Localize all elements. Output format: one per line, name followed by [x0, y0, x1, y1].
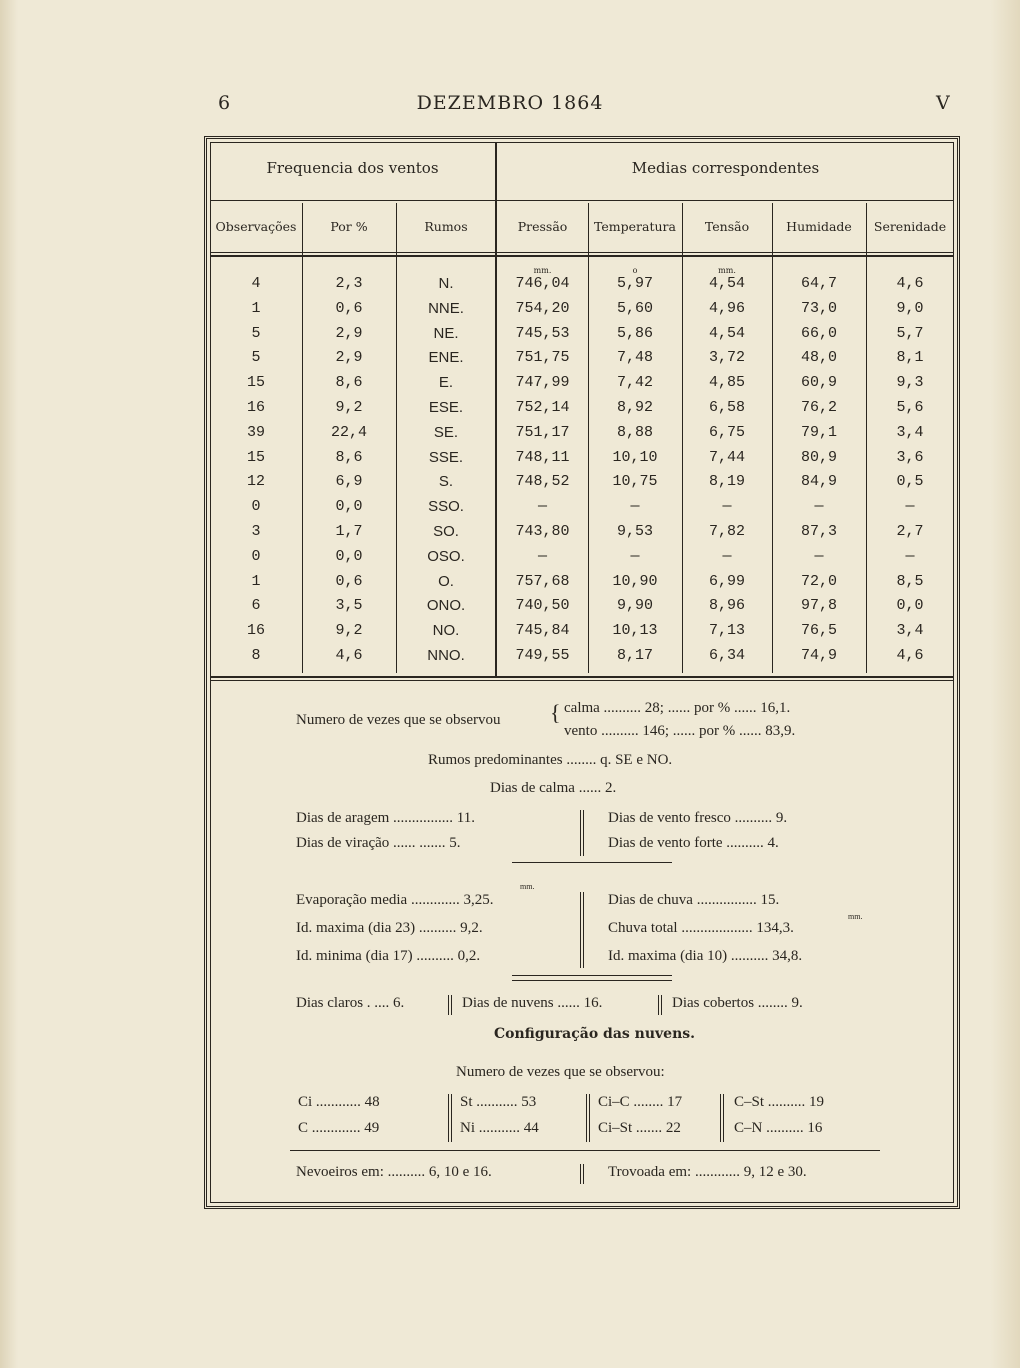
table-cell: 60,9 — [800, 374, 837, 392]
evaporacao-maxima: Id. maxima (dia 23) .......... 9,2. — [296, 920, 483, 936]
table-cell: — — [722, 498, 732, 516]
nevoeiros: Nevoeiros em: .......... 6, 10 e 16. — [296, 1164, 492, 1180]
dias-calma: Dias de calma ...... 2. — [490, 780, 617, 796]
table-cell: 0 — [251, 547, 261, 565]
table-cell: 2,9 — [335, 349, 363, 367]
table-cell: 4,6 — [896, 275, 924, 292]
table-cell: 6 — [251, 597, 261, 615]
table-cell: — — [537, 547, 547, 565]
section-divider — [512, 980, 672, 981]
table-cell: 0,0 — [335, 547, 363, 565]
table-cell: — — [814, 498, 824, 516]
table-cell: 8,88 — [616, 423, 653, 441]
vento-line: vento .......... 146; ...... por % ...... 83,9. — [564, 723, 796, 739]
table-cell: 0,6 — [335, 572, 363, 590]
dias-claros: Dias claros . .... 6. — [296, 995, 405, 1011]
table-cell: 3,4 — [896, 622, 924, 640]
table-cell: 745,84 — [515, 622, 570, 640]
brace-icon: { — [550, 700, 561, 725]
table-cell: N. — [438, 275, 454, 292]
table-bottom-rule-2 — [210, 680, 954, 681]
column-divider — [580, 810, 584, 856]
table-cell: 751,17 — [515, 423, 570, 441]
column-divider — [448, 995, 452, 1015]
table-cell: ENE. — [428, 349, 464, 367]
table-cell: ESE. — [428, 399, 464, 416]
table-cell: 8 — [251, 647, 261, 664]
trovoada: Trovoada em: ............ 9, 12 e 30. — [608, 1164, 807, 1180]
table-cell: — — [905, 547, 915, 565]
col-por-cento: Por % — [330, 219, 368, 234]
config-subtitle: Numero de vezes que se observou: — [456, 1064, 665, 1080]
table-cell: 7,44 — [708, 448, 745, 466]
running-header — [0, 92, 1020, 122]
table-cell: 87,3 — [800, 523, 837, 540]
page-number: 6 — [218, 92, 232, 114]
table-cell: 7,48 — [616, 349, 653, 367]
group-header-medias: Medias correspondentes — [631, 159, 820, 177]
col-serenidade: Serenidade — [873, 219, 947, 234]
table-cell: 3,4 — [896, 423, 924, 441]
table-cell: 6,75 — [708, 423, 745, 441]
dias-nuvens: Dias de nuvens ...... 16. — [462, 995, 603, 1011]
group-header-frequencia: Frequencia dos ventos — [266, 159, 439, 177]
table-cell: 5 — [251, 349, 261, 367]
table-cell: SSE. — [428, 448, 464, 466]
table-cell: 5 — [251, 324, 261, 342]
table-cell: 745,53 — [515, 324, 570, 342]
evap-unit: mm. — [520, 882, 535, 891]
table-cell: 8,96 — [708, 597, 745, 615]
table-cell: 7,82 — [708, 523, 745, 540]
table-cell: 2,9 — [335, 324, 363, 342]
table-cell: 9,2 — [335, 399, 363, 416]
table-cell: 8,19 — [708, 473, 745, 491]
table-cell: 746,04 — [515, 275, 570, 292]
table-cell: 10,75 — [612, 473, 658, 491]
chuva-maxima: Id. maxima (dia 10) .......... 34,8. — [608, 948, 803, 964]
col-rumos: Rumos — [424, 219, 468, 234]
table-cell: 10,13 — [612, 622, 658, 640]
table-cell: 5,7 — [896, 324, 924, 342]
table-cell: 48,0 — [800, 349, 837, 367]
table-cell: — — [537, 498, 547, 516]
table-cell: 74,9 — [800, 647, 837, 664]
cloud-count: C–St .......... 19 — [734, 1094, 825, 1110]
column-divider — [580, 1164, 584, 1184]
table-cell: 9,90 — [616, 597, 653, 615]
table-cell: 743,80 — [515, 523, 570, 540]
table-cell: 749,55 — [515, 647, 570, 664]
table-cell: 8,5 — [896, 572, 924, 590]
table-cell: 2,3 — [335, 275, 363, 292]
table-cell: 66,0 — [800, 324, 837, 342]
table-cell: 3,72 — [708, 349, 745, 367]
table-cell: 0 — [251, 498, 261, 516]
table-cell: 10,90 — [612, 572, 658, 590]
table-cell: 15 — [246, 448, 265, 466]
table-cell: 9,0 — [896, 299, 924, 317]
table-cell: 4,85 — [708, 374, 745, 392]
column-divider — [580, 892, 584, 968]
table-cell: 12 — [246, 473, 265, 491]
table-cell: 4,6 — [335, 647, 363, 664]
column-header-rule — [210, 255, 954, 257]
table-cell: 5,97 — [616, 275, 653, 292]
table-cell: 0,5 — [896, 473, 924, 491]
table-cell: 6,99 — [708, 572, 745, 590]
dias-chuva: Dias de chuva ................ 15. — [608, 892, 780, 908]
table-cell: 5,86 — [616, 324, 653, 342]
table-cell: 8,17 — [616, 647, 653, 664]
col-tensao: Tensão — [704, 219, 750, 234]
config-title: Configuração das nuvens. — [494, 1026, 696, 1042]
section-divider — [290, 1150, 880, 1151]
table-cell: ONO. — [426, 597, 466, 615]
column-divider — [448, 1094, 452, 1142]
unit-temperatura: o — [632, 266, 638, 275]
table-bottom-rule — [210, 676, 954, 678]
col-pressao: Pressão — [517, 219, 568, 234]
unit-tensao: mm. — [718, 266, 736, 275]
table-cell: 4,54 — [708, 324, 745, 342]
table-cell: 9,2 — [335, 622, 363, 640]
table-cell: 8,1 — [896, 349, 924, 367]
table-cell: 4 — [251, 275, 261, 292]
evaporacao-minima: Id. minima (dia 17) .......... 0,2. — [296, 948, 481, 964]
table-cell: 740,50 — [515, 597, 570, 615]
unit-pressao: mm. — [533, 266, 552, 275]
cloud-count: C–N .......... 16 — [734, 1120, 823, 1136]
table-cell: SE. — [433, 423, 459, 441]
table-cell: 97,8 — [800, 597, 837, 615]
chuva-unit: mm. — [848, 912, 863, 921]
table-cell: 79,1 — [800, 423, 837, 441]
col-humidade: Humidade — [786, 219, 852, 234]
table-cell: 76,2 — [800, 399, 837, 416]
cloud-count: Ni ........... 44 — [460, 1120, 539, 1136]
table-cell: 4,96 — [708, 299, 745, 317]
column-divider — [658, 995, 662, 1015]
table-cell: 15 — [246, 374, 265, 392]
table-cell: NNO. — [427, 647, 465, 664]
table-cell: 10,10 — [612, 448, 658, 466]
table-cell: 748,11 — [515, 448, 570, 466]
table-cell: 6,9 — [335, 473, 363, 491]
calma-line: calma .......... 28; ...... por % ...... 16,1. — [564, 700, 791, 716]
cloud-count: Ci ............ 48 — [298, 1094, 380, 1110]
column-divider — [586, 1094, 590, 1142]
table-cell: — — [905, 498, 915, 516]
table-cell: 72,0 — [800, 572, 837, 590]
table-cell: — — [722, 547, 732, 565]
table-cell: SSO. — [428, 498, 464, 516]
table-cell: 80,9 — [800, 448, 837, 466]
table-cell: 9,3 — [896, 374, 924, 392]
table-cell: 747,99 — [515, 374, 570, 392]
observed-label: Numero de vezes que se observou — [296, 712, 501, 728]
table-cell: 748,52 — [515, 473, 570, 491]
cloud-count: Ci–C ........ 17 — [598, 1094, 683, 1110]
table-cell: 16 — [246, 399, 265, 416]
dias-aragem: Dias de aragem ................ 11. — [296, 810, 475, 826]
evaporacao-media: Evaporação media ............. 3,25. — [296, 892, 494, 908]
table-cell: 5,60 — [616, 299, 653, 317]
table-cell: 2,7 — [896, 523, 924, 540]
table-cell: 7,42 — [616, 374, 653, 392]
table-cell: 1 — [251, 572, 261, 590]
table-cell: 7,13 — [708, 622, 745, 640]
table-cell: 1,7 — [335, 523, 363, 540]
table-cell: 752,14 — [515, 399, 570, 416]
table-cell: 754,20 — [515, 299, 570, 317]
column-header-rule-top — [210, 252, 954, 253]
table-cell: 0,6 — [335, 299, 363, 317]
table-cell: 4,6 — [896, 647, 924, 664]
table-cell: 6,58 — [708, 399, 745, 416]
table-cell: 5,6 — [896, 399, 924, 416]
section-divider — [512, 975, 672, 976]
table-cell: 73,0 — [800, 299, 837, 317]
chuva-total: Chuva total ................... 134,3. — [608, 920, 794, 936]
header-divider — [210, 200, 954, 201]
dias-cobertos: Dias cobertos ........ 9. — [672, 995, 803, 1011]
table-cell: 8,6 — [335, 374, 363, 392]
table-cell: 16 — [246, 622, 265, 640]
table-cell: 22,4 — [330, 423, 367, 441]
cloud-count: Ci–St ....... 22 — [598, 1120, 681, 1136]
table-cell: 3,5 — [335, 597, 363, 615]
dias-viracao: Dias de viração ...... ....... 5. — [296, 835, 461, 851]
table-cell: 0,0 — [335, 498, 363, 516]
table-cell: 6,34 — [708, 647, 745, 664]
table-cell: 1 — [251, 299, 261, 317]
table-cell: NNE. — [428, 299, 464, 317]
table-cell: — — [814, 547, 824, 565]
table-cell: O. — [438, 572, 454, 590]
table-cell: S. — [438, 473, 454, 491]
table-cell: — — [630, 547, 640, 565]
table-cell: 76,5 — [800, 622, 837, 640]
dias-vento-fresco: Dias de vento fresco .......... 9. — [608, 810, 788, 826]
column-divider — [720, 1094, 724, 1142]
table-cell: E. — [438, 374, 454, 392]
page-title: DEZEMBRO 1864 — [416, 92, 604, 114]
col-observacoes: Observações — [215, 219, 297, 234]
table-cell: 3,6 — [896, 448, 924, 466]
table-cell: OSO. — [427, 547, 465, 565]
table-cell: 84,9 — [800, 473, 837, 491]
cloud-count: St ........... 53 — [460, 1094, 537, 1110]
section-divider — [512, 862, 672, 863]
table-cell: 0,0 — [896, 597, 924, 615]
rumos-predominantes: Rumos predominantes ........ q. SE e NO. — [428, 752, 673, 768]
table-cell: 3 — [251, 523, 261, 540]
table-cell: NE. — [433, 324, 459, 342]
table-cell: 9,53 — [616, 523, 653, 540]
col-temperatura: Temperatura — [594, 219, 676, 234]
table-cell: 39 — [246, 423, 265, 441]
cloud-count: C ............. 49 — [298, 1120, 380, 1136]
table-cell: SO. — [433, 523, 459, 540]
table-cell: 8,92 — [616, 399, 653, 416]
table-cell: — — [630, 498, 640, 516]
table-cell: 757,68 — [515, 572, 570, 590]
table-cell: 4,54 — [708, 275, 745, 292]
table-cell: 751,75 — [515, 349, 570, 367]
table-cell: 64,7 — [800, 275, 837, 292]
table-cell: 8,6 — [335, 448, 363, 466]
volume-number: V — [936, 92, 951, 114]
table-cell: NO. — [432, 622, 460, 640]
dias-vento-forte: Dias de vento forte .......... 4. — [608, 835, 779, 851]
